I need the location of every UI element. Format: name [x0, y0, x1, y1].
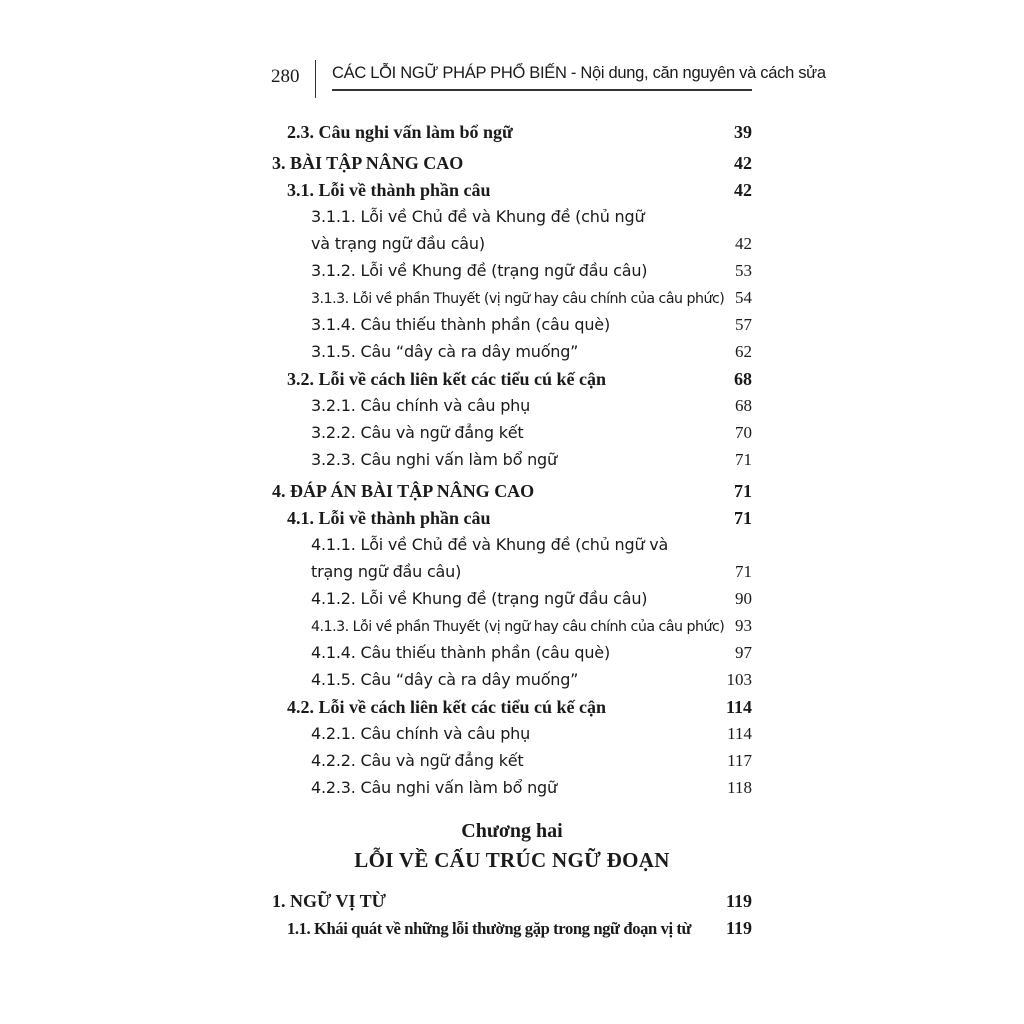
toc-entry[interactable]: [287, 180, 752, 204]
toc-entry[interactable]: [287, 697, 752, 721]
toc-entry-page: 42: [735, 234, 752, 253]
toc-entry-title: 2.3. Câu nghi vấn làm bổ ngữ: [287, 122, 513, 142]
toc-entry-page: 57: [735, 315, 752, 334]
toc-entry-page: 39: [734, 122, 752, 142]
toc-entry-page: 117: [727, 751, 752, 770]
toc-entry-title: 4.2.3. Câu nghi vấn làm bổ ngữ: [311, 778, 557, 797]
toc-entry-page: 97: [735, 643, 752, 662]
toc-entry-page: 70: [735, 423, 752, 442]
toc-entry-page: 54: [735, 288, 752, 307]
toc-entry[interactable]: [311, 670, 752, 694]
toc-entry-title: 3.2. Lỗi về cách liên kết các tiểu cú kế cận: [287, 369, 606, 389]
toc-entry[interactable]: [311, 261, 752, 285]
toc-entry-title: 3.1. Lỗi về thành phần câu: [287, 180, 491, 200]
toc-entry-title: 4.1.3. Lỗi về phần Thuyết (vị ngữ hay câu chính của câu phức): [311, 619, 725, 635]
toc-entry[interactable]: [287, 122, 752, 146]
toc-entry-page: 118: [727, 778, 752, 797]
toc-entry-title: 4.1.1. Lỗi về Chủ đề và Khung đề (chủ ngữ và: [311, 535, 669, 554]
toc-entry[interactable]: [287, 508, 752, 532]
toc-entry-title: 3.1.2. Lỗi về Khung đề (trạng ngữ đầu câu): [311, 261, 648, 280]
toc-entry[interactable]: [311, 724, 752, 748]
toc-entry-title: 4.2.1. Câu chính và câu phụ: [311, 724, 531, 743]
toc-entry-title: 3.1.1. Lỗi về Chủ đề và Khung đề (chủ ngữ: [311, 207, 645, 226]
toc-entry-title: 1. NGỮ VỊ TỪ: [272, 891, 387, 911]
toc-entry-page: 93: [735, 616, 752, 635]
toc-entry-title: 3.2.3. Câu nghi vấn làm bổ ngữ: [311, 450, 557, 469]
toc-entry-page: 119: [725, 918, 752, 938]
toc-entry-title: 4.1.5. Câu “dây cà ra dây muống”: [311, 670, 579, 689]
toc-entry-page: 71: [734, 508, 752, 528]
toc-entry[interactable]: [311, 396, 752, 420]
toc-entry[interactable]: [311, 315, 752, 339]
toc-entry[interactable]: [311, 778, 752, 802]
toc-entry-page: 62: [735, 342, 752, 361]
toc-entry-page: 90: [735, 589, 752, 608]
toc-entry-title: 4.1. Lỗi về thành phần câu: [287, 508, 491, 528]
toc-entry[interactable]: [311, 450, 752, 474]
toc-entry[interactable]: [311, 342, 752, 366]
toc-entry-page: 114: [727, 724, 752, 743]
toc-entry-title: 3.1.5. Câu “dây cà ra dây muống”: [311, 342, 579, 361]
toc-entry[interactable]: [311, 234, 752, 258]
toc-entry[interactable]: [272, 481, 752, 505]
toc-entry-title: 4.1.4. Câu thiếu thành phần (câu què): [311, 643, 610, 662]
toc-entry-page: 71: [735, 562, 752, 581]
toc-entry[interactable]: [311, 288, 752, 312]
toc-entry-page: 71: [734, 481, 752, 501]
toc-entry[interactable]: [287, 369, 752, 393]
toc-entry-page: 42: [734, 180, 752, 200]
toc-entry-title: 4.1.2. Lỗi về Khung đề (trạng ngữ đầu câu): [311, 589, 648, 608]
toc-entry[interactable]: [311, 751, 752, 775]
toc-entry[interactable]: [272, 891, 752, 915]
toc-entry[interactable]: [311, 616, 752, 640]
toc-entry-title: 3. BÀI TẬP NÂNG CAO: [272, 153, 464, 173]
chapter-label: Chương hai: [461, 820, 563, 842]
toc-entry-page: 103: [726, 670, 752, 689]
toc-entry-title: 4. ĐÁP ÁN BÀI TẬP NÂNG CAO: [272, 481, 535, 501]
toc-entry[interactable]: [311, 423, 752, 447]
toc-entry-title: 3.1.4. Câu thiếu thành phần (câu què): [311, 315, 610, 334]
chapter-title: LỖI VỀ CẤU TRÚC NGỮ ĐOẠN: [354, 848, 670, 872]
toc-entry[interactable]: [311, 535, 752, 559]
toc-entry-page: 68: [734, 369, 752, 389]
toc-entry-page: 114: [725, 697, 752, 717]
toc-entry-title: 1.1. Khái quát về những lỗi thường gặp trong ngữ đoạn vị từ: [287, 919, 692, 938]
toc-entry[interactable]: [311, 643, 752, 667]
toc-entry[interactable]: [311, 562, 752, 586]
toc-entry-page: 68: [735, 396, 752, 415]
toc-entry[interactable]: [287, 918, 752, 942]
toc-entry-title: 4.2. Lỗi về cách liên kết các tiểu cú kế cận: [287, 697, 606, 717]
toc-entry-title: 3.1.3. Lỗi về phần Thuyết (vị ngữ hay câu chính của câu phức): [311, 291, 725, 307]
page-number: 280: [271, 66, 300, 87]
toc-entry-title: 3.2.2. Câu và ngữ đẳng kết: [311, 423, 524, 442]
toc-entry-title: trạng ngữ đầu câu): [311, 562, 462, 581]
toc-entry[interactable]: [272, 153, 752, 177]
toc-entry-title: 4.2.2. Câu và ngữ đẳng kết: [311, 751, 524, 770]
toc-entry-page: 71: [735, 450, 752, 469]
toc-entry[interactable]: [311, 207, 752, 231]
toc-entry-page: 53: [735, 261, 752, 280]
toc-entry-page: 119: [725, 891, 752, 911]
toc-entry-page: 42: [734, 153, 752, 173]
toc-entry[interactable]: [311, 589, 752, 613]
toc-entry-title: 3.2.1. Câu chính và câu phụ: [311, 396, 531, 415]
running-head: CÁC LỖI NGỮ PHÁP PHỔ BIẾN - Nội dung, căn nguyên và cách sửa: [332, 64, 826, 82]
toc-entry-title: và trạng ngữ đầu câu): [311, 234, 485, 253]
